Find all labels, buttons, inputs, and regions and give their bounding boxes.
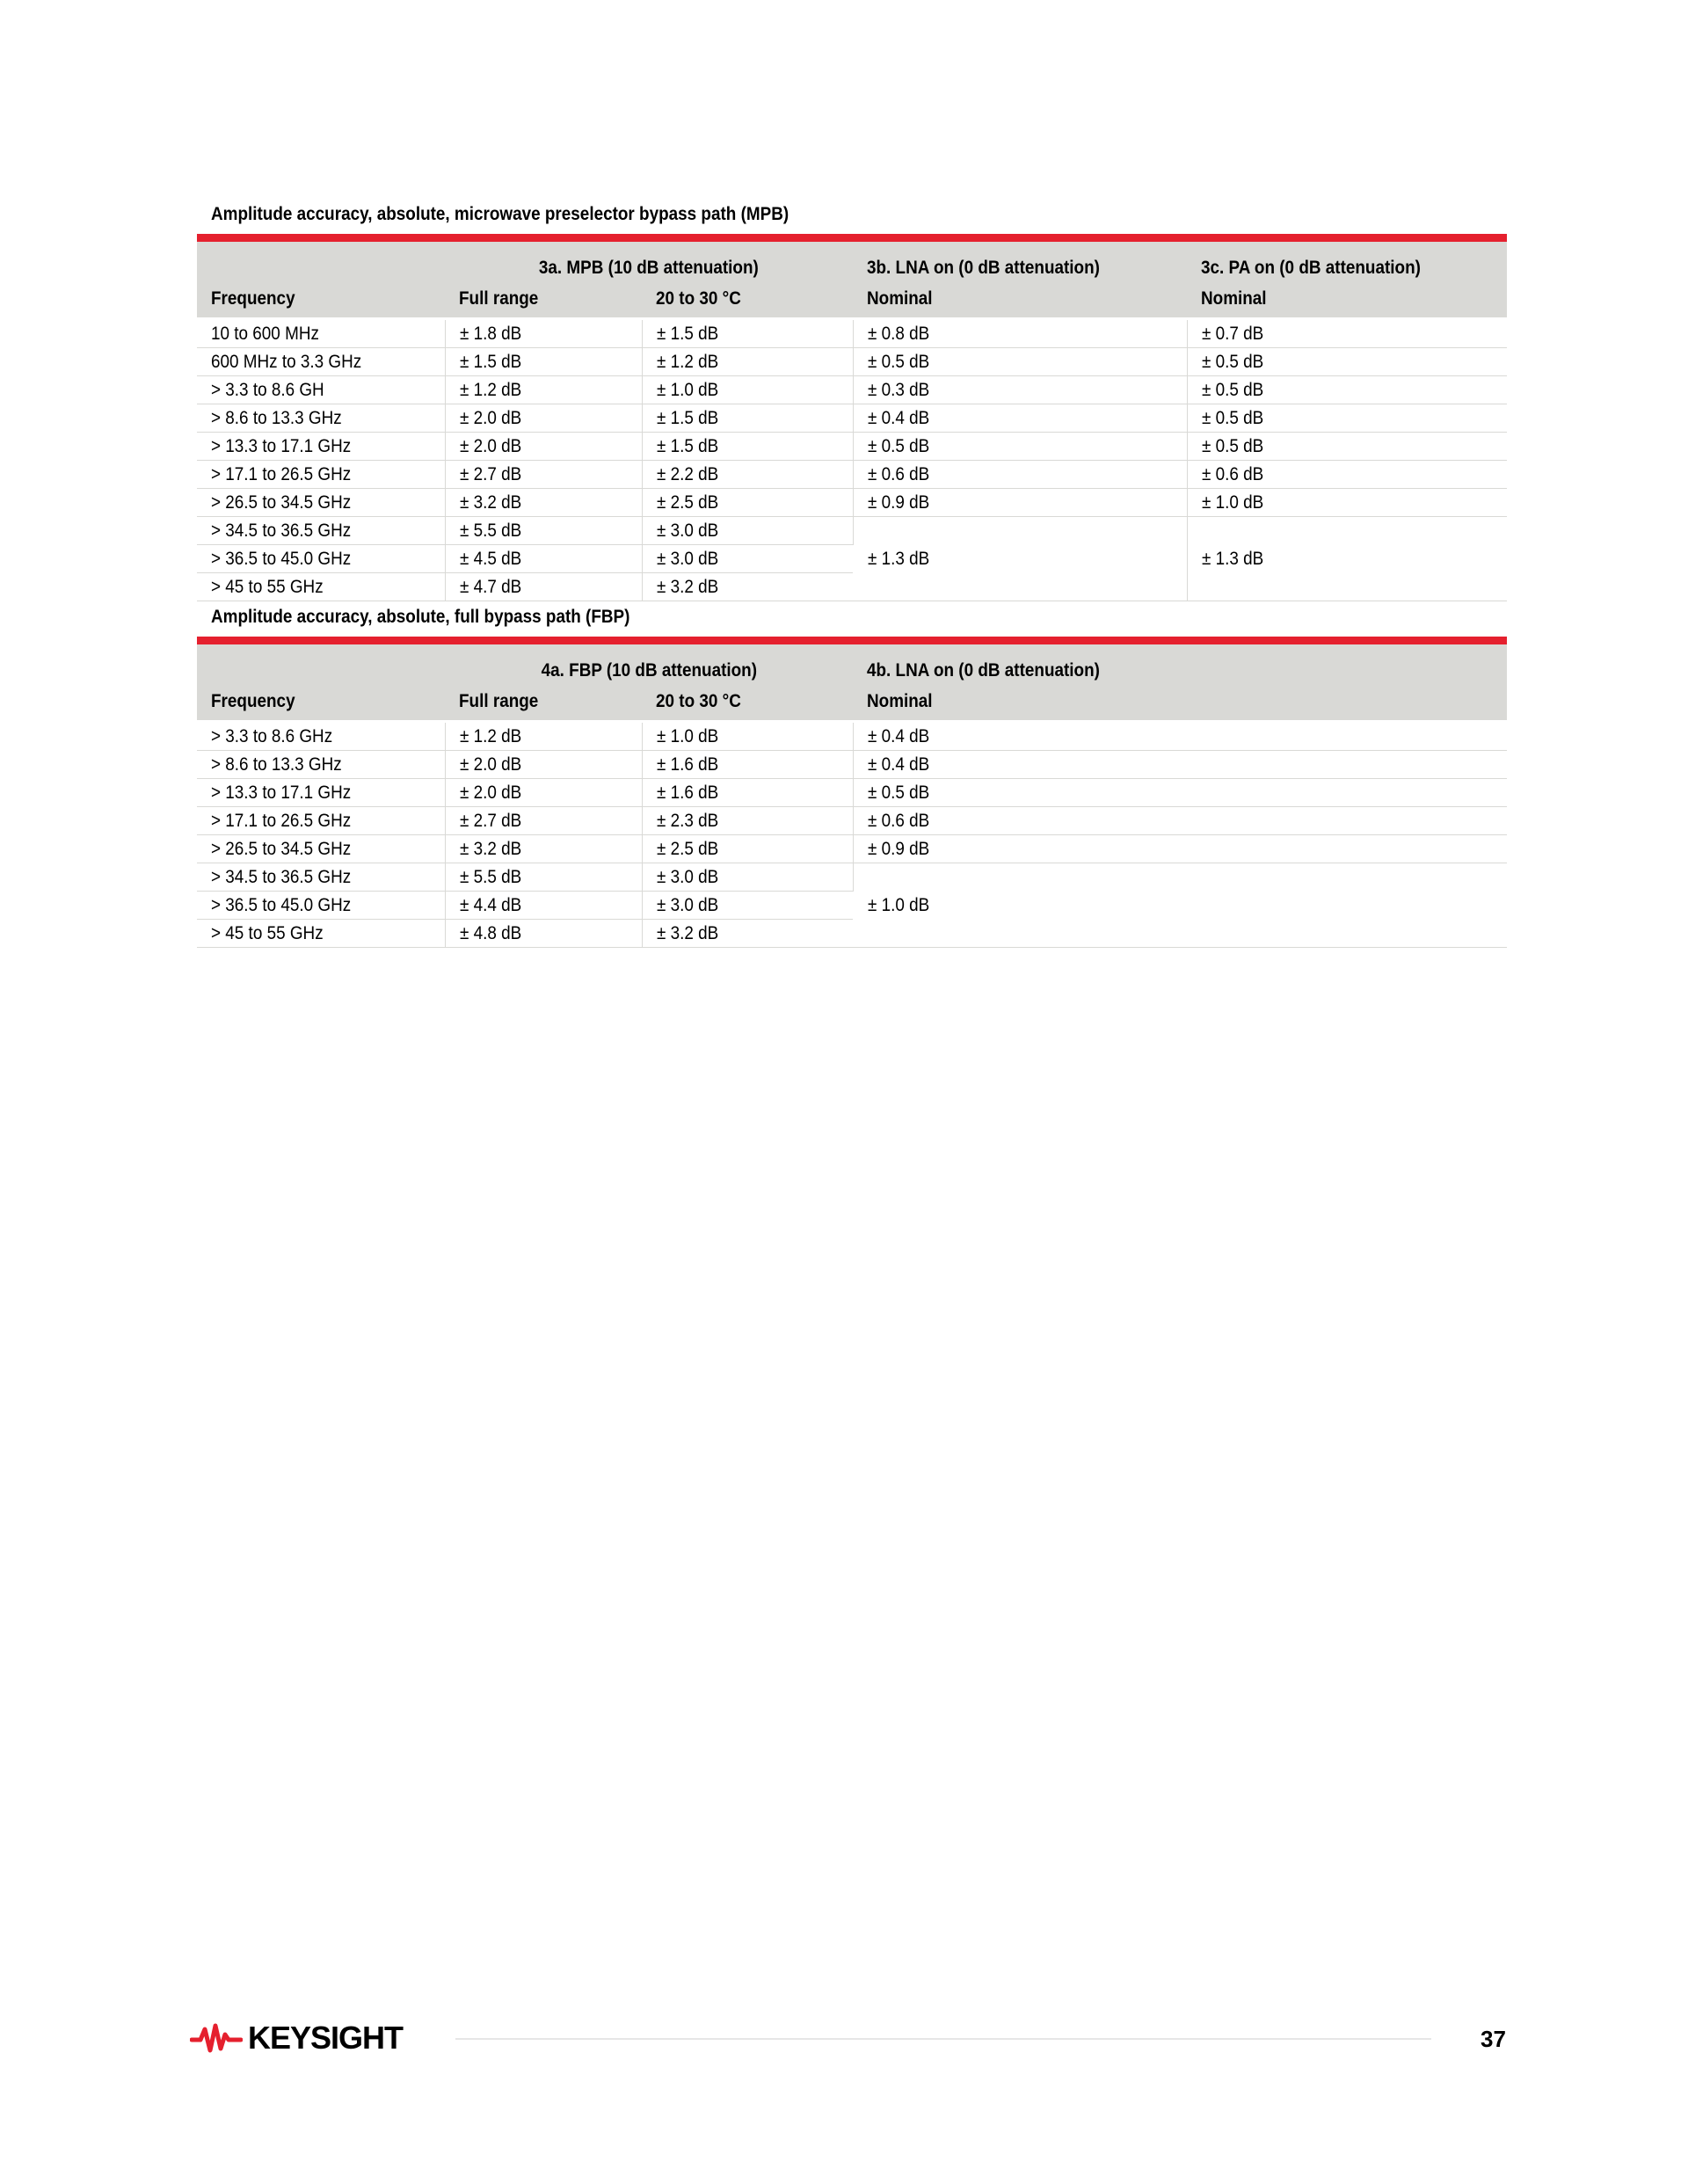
fbp-col-full-range: Full range	[445, 683, 642, 722]
table-row	[197, 433, 1507, 461]
value-cell: ± 1.2 dB	[642, 348, 853, 376]
value-cell: ± 3.2 dB	[642, 920, 853, 948]
table-row	[197, 835, 1507, 863]
value-cell: ± 3.0 dB	[642, 892, 853, 920]
value-cell: ± 1.5 dB	[642, 404, 853, 433]
value-cell: ± 0.5 dB	[1187, 404, 1507, 433]
frequency-cell: > 17.1 to 26.5 GHz	[197, 461, 445, 489]
mpb-header-bar	[197, 234, 1507, 242]
fbp-column-header-row	[197, 683, 1507, 722]
value-cell: ± 3.0 dB	[642, 863, 853, 892]
frequency-cell: 10 to 600 MHz	[197, 319, 445, 348]
fbp-group-header-empty	[197, 644, 445, 683]
table-row	[197, 807, 1507, 835]
value-cell: ± 0.6 dB	[853, 807, 1507, 835]
table-row	[197, 461, 1507, 489]
value-cell: ± 0.5 dB	[853, 348, 1187, 376]
value-cell: ± 5.5 dB	[445, 863, 642, 892]
fbp-col-20-30c: 20 to 30 °C	[642, 683, 853, 722]
value-cell: ± 2.0 dB	[445, 751, 642, 779]
fbp-group-header-4b: 4b. LNA on (0 dB attenuation)	[853, 644, 1507, 683]
frequency-cell: > 34.5 to 36.5 GHz	[197, 517, 445, 545]
fbp-header-bar	[197, 637, 1507, 644]
value-cell: ± 3.0 dB	[642, 545, 853, 573]
table-row	[197, 722, 1507, 751]
value-cell: ± 2.7 dB	[445, 807, 642, 835]
mpb-table-caption: Amplitude accuracy, absolute, microwave preselector bypass path (MPB)	[211, 204, 789, 224]
value-cell: ± 0.9 dB	[853, 489, 1187, 517]
value-cell: ± 0.6 dB	[1187, 461, 1507, 489]
value-cell: ± 1.5 dB	[642, 319, 853, 348]
value-cell: ± 5.5 dB	[445, 517, 642, 545]
frequency-cell: > 13.3 to 17.1 GHz	[197, 433, 445, 461]
frequency-cell: > 36.5 to 45.0 GHz	[197, 545, 445, 573]
mpb-column-header-row	[197, 280, 1507, 319]
value-cell: ± 2.0 dB	[445, 404, 642, 433]
table-row	[197, 751, 1507, 779]
fbp-group-header-4a: 4a. FBP (10 dB attenuation)	[445, 644, 853, 683]
value-cell: ± 1.6 dB	[642, 751, 853, 779]
fbp-col-nominal: Nominal	[853, 683, 1507, 722]
value-cell: ± 2.3 dB	[642, 807, 853, 835]
frequency-cell: 600 MHz to 3.3 GHz	[197, 348, 445, 376]
value-cell: ± 1.0 dB	[642, 722, 853, 751]
mpb-group-header-empty	[197, 242, 445, 280]
frequency-cell: > 26.5 to 34.5 GHz	[197, 489, 445, 517]
value-cell: ± 0.4 dB	[853, 751, 1507, 779]
merged-value-cell-lna: ± 1.3 dB	[853, 517, 1187, 601]
value-cell: ± 3.2 dB	[642, 573, 853, 601]
fbp-table-caption: Amplitude accuracy, absolute, full bypass path (FBP)	[211, 607, 630, 627]
value-cell: ± 1.2 dB	[445, 376, 642, 404]
frequency-cell: > 3.3 to 8.6 GH	[197, 376, 445, 404]
fbp-table	[197, 644, 1507, 948]
value-cell: ± 2.0 dB	[445, 433, 642, 461]
value-cell: ± 2.5 dB	[642, 835, 853, 863]
merged-value-cell-nominal: ± 1.0 dB	[853, 863, 1507, 948]
frequency-cell: > 45 to 55 GHz	[197, 920, 445, 948]
keysight-logo-icon	[190, 2019, 243, 2057]
value-cell: ± 0.4 dB	[853, 404, 1187, 433]
frequency-cell: > 45 to 55 GHz	[197, 573, 445, 601]
value-cell: ± 1.6 dB	[642, 779, 853, 807]
value-cell: ± 4.8 dB	[445, 920, 642, 948]
mpb-col-full-range: Full range	[445, 280, 642, 319]
value-cell: ± 2.0 dB	[445, 779, 642, 807]
frequency-cell: > 13.3 to 17.1 GHz	[197, 779, 445, 807]
mpb-group-header-row	[197, 242, 1507, 280]
mpb-table	[197, 242, 1507, 601]
value-cell: ± 0.8 dB	[853, 319, 1187, 348]
value-cell: ± 0.5 dB	[1187, 433, 1507, 461]
mpb-col-nominal-pa: Nominal	[1187, 280, 1507, 319]
merged-value-cell-pa: ± 1.3 dB	[1187, 517, 1507, 601]
page-number: 37	[1481, 2026, 1506, 2052]
value-cell: ± 2.2 dB	[642, 461, 853, 489]
value-cell: ± 0.6 dB	[853, 461, 1187, 489]
mpb-group-header-3c: 3c. PA on (0 dB attenuation)	[1187, 242, 1507, 280]
mpb-col-nominal-lna: Nominal	[853, 280, 1187, 319]
frequency-cell: > 8.6 to 13.3 GHz	[197, 751, 445, 779]
value-cell: ± 2.5 dB	[642, 489, 853, 517]
mpb-col-frequency: Frequency	[197, 280, 445, 319]
table-row	[197, 404, 1507, 433]
table-row	[197, 517, 1507, 545]
value-cell: ± 1.2 dB	[445, 722, 642, 751]
frequency-cell: > 3.3 to 8.6 GHz	[197, 722, 445, 751]
frequency-cell: > 17.1 to 26.5 GHz	[197, 807, 445, 835]
value-cell: ± 3.2 dB	[445, 835, 642, 863]
value-cell: ± 1.0 dB	[1187, 489, 1507, 517]
frequency-cell: > 34.5 to 36.5 GHz	[197, 863, 445, 892]
value-cell: ± 2.7 dB	[445, 461, 642, 489]
value-cell: ± 0.5 dB	[853, 433, 1187, 461]
value-cell: ± 1.8 dB	[445, 319, 642, 348]
footer-divider	[455, 2038, 1431, 2040]
value-cell: ± 4.7 dB	[445, 573, 642, 601]
value-cell: ± 0.5 dB	[1187, 348, 1507, 376]
table-row	[197, 863, 1507, 892]
value-cell: ± 1.5 dB	[445, 348, 642, 376]
value-cell: ± 3.2 dB	[445, 489, 642, 517]
value-cell: ± 0.3 dB	[853, 376, 1187, 404]
value-cell: ± 4.5 dB	[445, 545, 642, 573]
mpb-col-20-30c: 20 to 30 °C	[642, 280, 853, 319]
value-cell: ± 0.5 dB	[853, 779, 1507, 807]
fbp-col-frequency: Frequency	[197, 683, 445, 722]
fbp-group-header-row	[197, 644, 1507, 683]
brand-name: KEYSIGHT	[248, 2020, 404, 2056]
value-cell: ± 0.4 dB	[853, 722, 1507, 751]
value-cell: ± 4.4 dB	[445, 892, 642, 920]
table-row	[197, 319, 1507, 348]
value-cell: ± 0.5 dB	[1187, 376, 1507, 404]
value-cell: ± 1.0 dB	[642, 376, 853, 404]
value-cell: ± 1.5 dB	[642, 433, 853, 461]
frequency-cell: > 26.5 to 34.5 GHz	[197, 835, 445, 863]
table-row	[197, 376, 1507, 404]
value-cell: ± 3.0 dB	[642, 517, 853, 545]
table-row	[197, 348, 1507, 376]
table-row	[197, 489, 1507, 517]
value-cell: ± 0.9 dB	[853, 835, 1507, 863]
frequency-cell: > 8.6 to 13.3 GHz	[197, 404, 445, 433]
table-row	[197, 779, 1507, 807]
mpb-group-header-3a: 3a. MPB (10 dB attenuation)	[445, 242, 853, 280]
mpb-group-header-3b: 3b. LNA on (0 dB attenuation)	[853, 242, 1187, 280]
value-cell: ± 0.7 dB	[1187, 319, 1507, 348]
frequency-cell: > 36.5 to 45.0 GHz	[197, 892, 445, 920]
